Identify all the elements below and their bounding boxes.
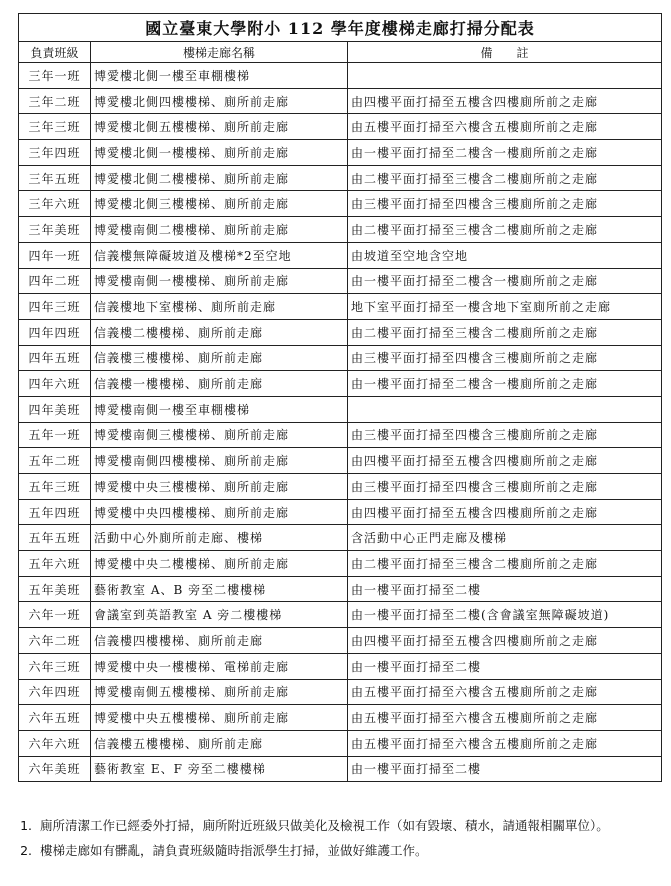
note-cell: 由四樓平面打掃至五樓含四樓廁所前之走廊 [348, 448, 662, 474]
area-cell: 博愛樓中央二樓樓梯、廁所前走廊 [91, 551, 348, 577]
area-cell: 活動中心外廁所前走廊、樓梯 [91, 525, 348, 551]
area-cell: 博愛樓南側五樓樓梯、廁所前走廊 [91, 679, 348, 705]
class-cell: 六年三班 [19, 653, 91, 679]
table-title: 國立臺東大學附小 112 學年度樓梯走廊打掃分配表 [19, 14, 662, 42]
area-cell: 博愛樓中央一樓樓梯、電梯前走廊 [91, 653, 348, 679]
note-cell: 地下室平面打掃至一樓含地下室廁所前之走廊 [348, 294, 662, 320]
table-row [19, 345, 662, 371]
note-cell [348, 63, 662, 89]
table-row [19, 551, 662, 577]
class-cell: 四年四班 [19, 319, 91, 345]
footnote-item: 1. 廁所清潔工作已經委外打掃，廁所附近班級只做美化及檢視工作（如有毀壞、積水，請通報相關單位）。 [36, 816, 654, 835]
note-cell: 由四樓平面打掃至五樓含四樓廁所前之走廊 [348, 88, 662, 114]
note-cell: 含活動中心正門走廊及樓梯 [348, 525, 662, 551]
class-cell: 六年二班 [19, 628, 91, 654]
area-cell: 信義樓一樓樓梯、廁所前走廊 [91, 371, 348, 397]
table-row [19, 165, 662, 191]
note-cell: 由一樓平面打掃至二樓(含會議室無障礙坡道) [348, 602, 662, 628]
area-cell: 信義樓四樓樓梯、廁所前走廊 [91, 628, 348, 654]
note-cell: 由一樓平面打掃至二樓含一樓廁所前之走廊 [348, 268, 662, 294]
area-cell: 博愛樓北側五樓樓梯、廁所前走廊 [91, 114, 348, 140]
note-cell: 由三樓平面打掃至四樓含三樓廁所前之走廊 [348, 345, 662, 371]
class-cell: 三年四班 [19, 140, 91, 166]
area-cell: 博愛樓南側一樓至車棚樓梯 [91, 396, 348, 422]
note-cell: 由二樓平面打掃至三樓含二樓廁所前之走廊 [348, 165, 662, 191]
area-cell: 信義樓二樓樓梯、廁所前走廊 [91, 319, 348, 345]
note-cell: 由五樓平面打掃至六樓含五樓廁所前之走廊 [348, 730, 662, 756]
class-cell: 六年六班 [19, 730, 91, 756]
note-cell: 由一樓平面打掃至二樓含一樓廁所前之走廊 [348, 140, 662, 166]
class-cell: 四年五班 [19, 345, 91, 371]
table-row [19, 499, 662, 525]
column-header-note: 備 註 [348, 42, 662, 63]
class-cell: 六年四班 [19, 679, 91, 705]
note-cell: 由四樓平面打掃至五樓含四樓廁所前之走廊 [348, 628, 662, 654]
class-cell: 四年六班 [19, 371, 91, 397]
note-cell: 由坡道至空地含空地 [348, 242, 662, 268]
area-cell: 博愛樓北側三樓樓梯、廁所前走廊 [91, 191, 348, 217]
area-cell: 博愛樓北側一樓至車棚樓梯 [91, 63, 348, 89]
class-cell: 五年三班 [19, 474, 91, 500]
note-cell: 由三樓平面打掃至四樓含三樓廁所前之走廊 [348, 191, 662, 217]
table-row [19, 730, 662, 756]
area-cell: 博愛樓北側二樓樓梯、廁所前走廊 [91, 165, 348, 191]
class-cell: 四年一班 [19, 242, 91, 268]
table-row [19, 191, 662, 217]
area-cell: 博愛樓南側一樓樓梯、廁所前走廊 [91, 268, 348, 294]
class-cell: 四年三班 [19, 294, 91, 320]
note-cell [348, 396, 662, 422]
assignment-sheet [18, 13, 661, 782]
class-cell: 三年五班 [19, 165, 91, 191]
class-cell: 四年二班 [19, 268, 91, 294]
footnote-item: 2. 樓梯走廊如有髒亂，請負責班級隨時指派學生打掃，並做好維護工作。 [36, 841, 654, 860]
note-cell: 由一樓平面打掃至二樓含一樓廁所前之走廊 [348, 371, 662, 397]
area-cell: 博愛樓中央三樓樓梯、廁所前走廊 [91, 474, 348, 500]
table-body [19, 63, 662, 782]
area-cell: 信義樓五樓樓梯、廁所前走廊 [91, 730, 348, 756]
table-row [19, 63, 662, 89]
table-row [19, 422, 662, 448]
assignment-table [18, 13, 662, 782]
class-cell: 五年二班 [19, 448, 91, 474]
table-row [19, 396, 662, 422]
note-cell: 由一樓平面打掃至二樓 [348, 756, 662, 782]
area-cell: 藝術教室 E、F 旁至二樓樓梯 [91, 756, 348, 782]
table-row [19, 525, 662, 551]
class-cell: 五年六班 [19, 551, 91, 577]
class-cell: 五年一班 [19, 422, 91, 448]
class-cell: 五年美班 [19, 576, 91, 602]
column-header-area: 樓梯走廊名稱 [91, 42, 348, 63]
area-cell: 信義樓地下室樓梯、廁所前走廊 [91, 294, 348, 320]
note-cell: 由五樓平面打掃至六樓含五樓廁所前之走廊 [348, 705, 662, 731]
area-cell: 藝術教室 A、B 旁至二樓樓梯 [91, 576, 348, 602]
table-row [19, 756, 662, 782]
class-cell: 六年一班 [19, 602, 91, 628]
table-row [19, 268, 662, 294]
class-cell: 三年一班 [19, 63, 91, 89]
class-cell: 五年四班 [19, 499, 91, 525]
note-cell: 由二樓平面打掃至三樓含二樓廁所前之走廊 [348, 319, 662, 345]
table-row [19, 319, 662, 345]
class-cell: 三年二班 [19, 88, 91, 114]
table-row [19, 653, 662, 679]
table-row [19, 217, 662, 243]
footnote-list [14, 816, 654, 860]
table-row [19, 705, 662, 731]
area-cell: 博愛樓中央五樓樓梯、廁所前走廊 [91, 705, 348, 731]
table-row [19, 576, 662, 602]
table-row [19, 88, 662, 114]
note-cell: 由四樓平面打掃至五樓含四樓廁所前之走廊 [348, 499, 662, 525]
column-header-class: 負責班級 [19, 42, 91, 63]
table-row [19, 474, 662, 500]
note-cell: 由三樓平面打掃至四樓含三樓廁所前之走廊 [348, 474, 662, 500]
class-cell: 四年美班 [19, 396, 91, 422]
area-cell: 博愛樓南側二樓樓梯、廁所前走廊 [91, 217, 348, 243]
note-cell: 由二樓平面打掃至三樓含二樓廁所前之走廊 [348, 217, 662, 243]
note-cell: 由五樓平面打掃至六樓含五樓廁所前之走廊 [348, 114, 662, 140]
table-row [19, 628, 662, 654]
note-cell: 由一樓平面打掃至二樓 [348, 576, 662, 602]
class-cell: 六年五班 [19, 705, 91, 731]
class-cell: 三年三班 [19, 114, 91, 140]
class-cell: 五年五班 [19, 525, 91, 551]
footnotes [14, 816, 654, 866]
area-cell: 博愛樓南側四樓樓梯、廁所前走廊 [91, 448, 348, 474]
area-cell: 博愛樓北側四樓樓梯、廁所前走廊 [91, 88, 348, 114]
note-cell: 由五樓平面打掃至六樓含五樓廁所前之走廊 [348, 679, 662, 705]
class-cell: 三年美班 [19, 217, 91, 243]
note-cell: 由二樓平面打掃至三樓含二樓廁所前之走廊 [348, 551, 662, 577]
table-row [19, 448, 662, 474]
table-row [19, 602, 662, 628]
note-cell: 由一樓平面打掃至二樓 [348, 653, 662, 679]
area-cell: 會議室到英語教室 A 旁二樓樓梯 [91, 602, 348, 628]
note-cell: 由三樓平面打掃至四樓含三樓廁所前之走廊 [348, 422, 662, 448]
area-cell: 博愛樓中央四樓樓梯、廁所前走廊 [91, 499, 348, 525]
area-cell: 信義樓無障礙坡道及樓梯*2至空地 [91, 242, 348, 268]
table-row [19, 294, 662, 320]
area-cell: 博愛樓北側一樓樓梯、廁所前走廊 [91, 140, 348, 166]
table-row [19, 242, 662, 268]
class-cell: 六年美班 [19, 756, 91, 782]
area-cell: 信義樓三樓樓梯、廁所前走廊 [91, 345, 348, 371]
table-row [19, 679, 662, 705]
table-row [19, 371, 662, 397]
table-row [19, 140, 662, 166]
class-cell: 三年六班 [19, 191, 91, 217]
area-cell: 博愛樓南側三樓樓梯、廁所前走廊 [91, 422, 348, 448]
table-row [19, 114, 662, 140]
